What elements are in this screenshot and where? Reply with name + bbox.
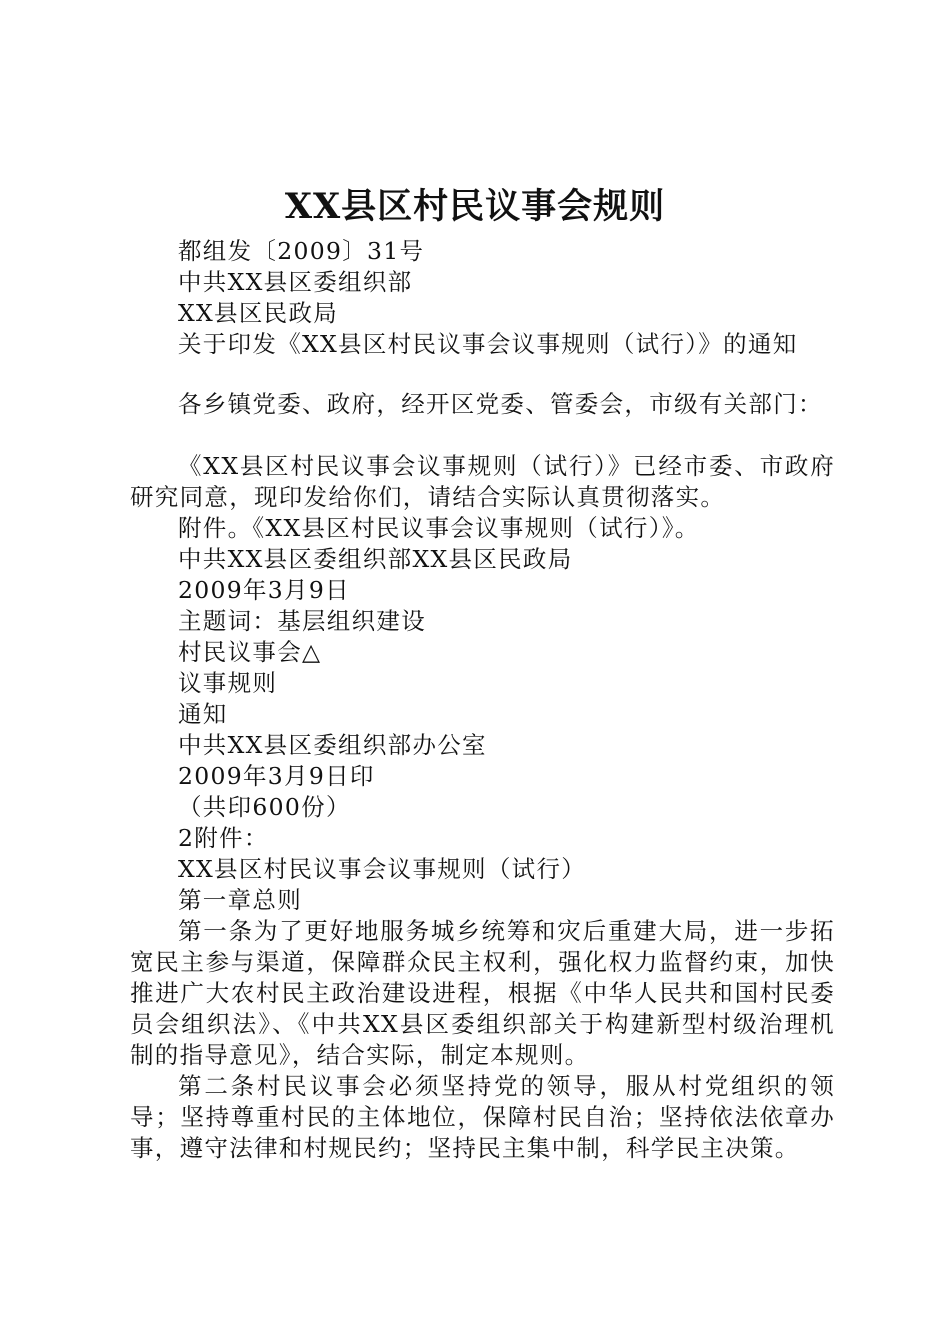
print-date-line: 2009年3月9日印 [178, 762, 375, 790]
keywords-line: 村民议事会△ [178, 638, 322, 666]
issuer-line: 中共XX县区委组织部 [178, 268, 413, 296]
document-title: XX县区村民议事会规则 [284, 186, 666, 227]
document-number: 都组发〔2009〕31号 [178, 237, 425, 265]
attachment-line: 附件。《XX县区村民议事会议事规则（试行）》。 [178, 514, 700, 542]
keywords-line: 主题词：基层组织建设 [178, 607, 426, 635]
rules-title: XX县区村民议事会议事规则（试行） [178, 855, 587, 883]
attachment-heading: 2附件： [178, 824, 269, 852]
keywords-line: 通知 [178, 700, 228, 728]
print-count-line: （共印600份） [178, 793, 351, 821]
keywords-line: 议事规则 [178, 669, 278, 697]
document-body [130, 236, 835, 1164]
addressee-line: 各乡镇党委、政府，经开区党委、管委会，市级有关部门： [178, 390, 823, 418]
issuer-line: XX县区民政局 [178, 299, 339, 327]
signature-line: 中共XX县区委组织部XX县区民政局 [178, 545, 573, 573]
office-line: 中共XX县区委组织部办公室 [178, 731, 487, 759]
intro-paragraph: 《XX县区村民议事会议事规则（试行）》已经市委、市政府研究同意，现印发给你们，请结合实际认真贯彻落实。 [130, 452, 835, 511]
article-paragraph: 第一条为了更好地服务城乡统筹和灾后重建大局，进一步拓宽民主参与渠道，保障群众民主权利，强化权力监督约束，加快推进广大农村民主政治建设进程，根据《中华人民共和国村民委员会组织法》、《中共XX县区委组织部关于构建新型村级治理机制的指导意见》，结合实际，制定本规则。 [130, 917, 835, 1069]
notice-title: 关于印发《XX县区村民议事会议事规则（试行）》的通知 [178, 330, 798, 358]
article-paragraph: 第二条村民议事会必须坚持党的领导，服从村党组织的领导；坚持尊重村民的主体地位，保障村民自治；坚持依法依章办事，遵守法律和村规民约；坚持民主集中制，科学民主决策。 [130, 1072, 835, 1162]
date-line: 2009年3月9日 [178, 576, 350, 604]
chapter-heading: 第一章总则 [178, 886, 302, 914]
